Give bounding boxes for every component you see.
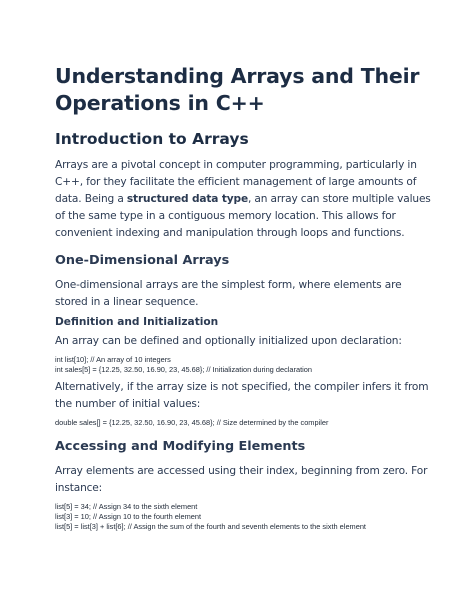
subheading-definition: Definition and Initialization: [55, 316, 219, 328]
size-inference-paragraph: Alternatively, if the array size is not specified, the compiler infers it from the number of initial values:: [55, 381, 429, 410]
definition-paragraph: An array can be defined and optionally initialized upon declaration:: [55, 335, 402, 347]
section-heading-one-dimensional: One-Dimensional Arrays: [55, 253, 230, 268]
intro-paragraph: [55, 157, 435, 242]
section-heading-accessing: Accessing and Modifying Elements: [55, 439, 306, 454]
accessing-paragraph: Array elements are accessed using their index, beginning from zero. For instance:: [55, 465, 428, 494]
code-line: int list[10]; // An array of 10 integers: [55, 355, 171, 364]
code-block-inferred-size: [55, 418, 435, 428]
code-line: list[5] = 34; // Assign 34 to the sixth element: [55, 502, 198, 511]
section-heading-introduction: Introduction to Arrays: [55, 130, 249, 148]
page-title: Understanding Arrays and Their Operations in C++: [55, 64, 420, 115]
code-line: double sales[] = {12.25, 32.50, 16.90, 23, 45.68}; // Size determined by the compiler: [55, 418, 329, 427]
document-page: [55, 63, 435, 532]
code-line: int sales[5] = {12.25, 32.50, 16.90, 23, 45.68}; // Initialization during declaration: [55, 365, 313, 374]
intro-text-bold: structured data type: [126, 193, 248, 205]
intro-text-part1: Arrays are a pivotal concept in computer programming, particularly in C++, for they facilitate the efficient management of large amounts of data. Being a: [55, 159, 417, 205]
code-block-declaration: [55, 355, 435, 375]
code-block-accessing: [55, 502, 435, 532]
one-dim-paragraph: One-dimensional arrays are the simplest form, where elements are stored in a linear sequence.: [55, 279, 402, 308]
code-line: list[3] = 10; // Assign 10 to the fourth element: [55, 512, 202, 521]
code-line: list[5] = list[3] + list[6]; // Assign the sum of the fourth and seventh elements to the sixth element: [55, 522, 366, 531]
intro-text-part2: , an array can store multiple values of the same type in a contiguous memory location. This allows for convenient indexing and manipulation through loops and functions.: [55, 193, 431, 239]
